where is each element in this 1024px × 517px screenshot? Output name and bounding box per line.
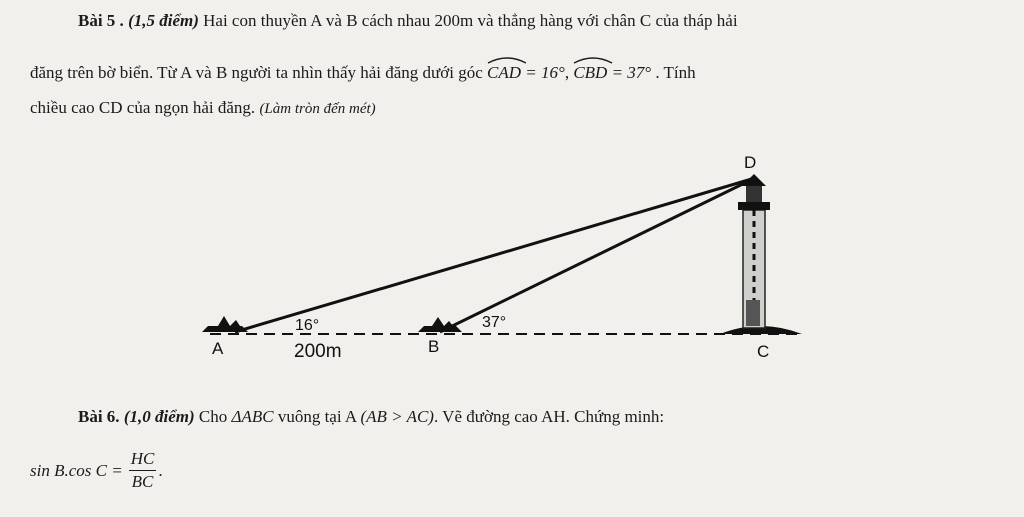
problem6-title: Bài 6. [78, 407, 120, 426]
angle-cad [487, 56, 521, 84]
fraction-numerator: HC [129, 448, 157, 471]
angle-b-label: 37° [482, 314, 507, 331]
problem6-triangle: ΔABC [231, 407, 274, 426]
problem6-line1 [78, 406, 664, 428]
formula-fraction [129, 448, 157, 493]
problem6-text-b: vuông tại A [277, 407, 357, 426]
lighthouse-icon [720, 174, 802, 334]
problem6-condition: (AB > AC) [360, 407, 434, 426]
angle-cbd [573, 56, 607, 84]
problem6-text-a: Cho [198, 407, 228, 426]
problem5-text-line2a: đăng trên bờ biển. Từ A và B người ta nhìn thấy hải đăng dưới góc [30, 63, 483, 82]
problem5-line3 [30, 97, 376, 120]
angle-hat-icon [487, 56, 527, 64]
formula-end: . [158, 460, 163, 480]
problem5-note: (Làm tròn đến mét) [259, 101, 376, 117]
fraction-denominator: BC [131, 472, 154, 491]
angle-cbd-name: CBD [573, 63, 608, 82]
label-d: D [744, 153, 757, 172]
distance-ab-label: 200m [294, 341, 342, 362]
problem5-line2 [30, 56, 696, 84]
angle-hat-icon [573, 56, 613, 64]
problem5-text-line2b: . Tính [655, 63, 696, 82]
problem6-points: (1,0 điểm) [123, 407, 195, 426]
label-b: B [428, 337, 440, 356]
angle-cbd-value: = 37° [611, 63, 652, 82]
problem5-text-line1: Hai con thuyền A và B cách nhau 200m và thẳng hàng với chân C của tháp hải [203, 11, 738, 30]
angle-a-label: 16° [295, 317, 320, 334]
problem5-text-line3: chiều cao CD của ngọn hải đăng. [30, 98, 256, 117]
problem6-text-c: . Vẽ đường cao AH. Chứng minh: [433, 407, 665, 426]
sightline-bd [440, 178, 755, 332]
angle-cad-value: = 16° [525, 63, 565, 82]
problem5-line1 [78, 10, 738, 32]
problem5-points: (1,5 điểm) [128, 11, 199, 30]
problem5-title: Bài 5 . [78, 11, 124, 30]
lighthouse-diagram [190, 150, 830, 375]
angle-cad-name: CAD [487, 63, 522, 82]
label-c: C [757, 342, 770, 361]
label-a: A [212, 339, 224, 358]
boat-a-icon [202, 316, 248, 332]
comma: , [564, 63, 570, 82]
problem6-formula [30, 448, 163, 493]
sightline-ad [235, 178, 755, 332]
formula-left: sin B.cos C = [30, 460, 123, 480]
